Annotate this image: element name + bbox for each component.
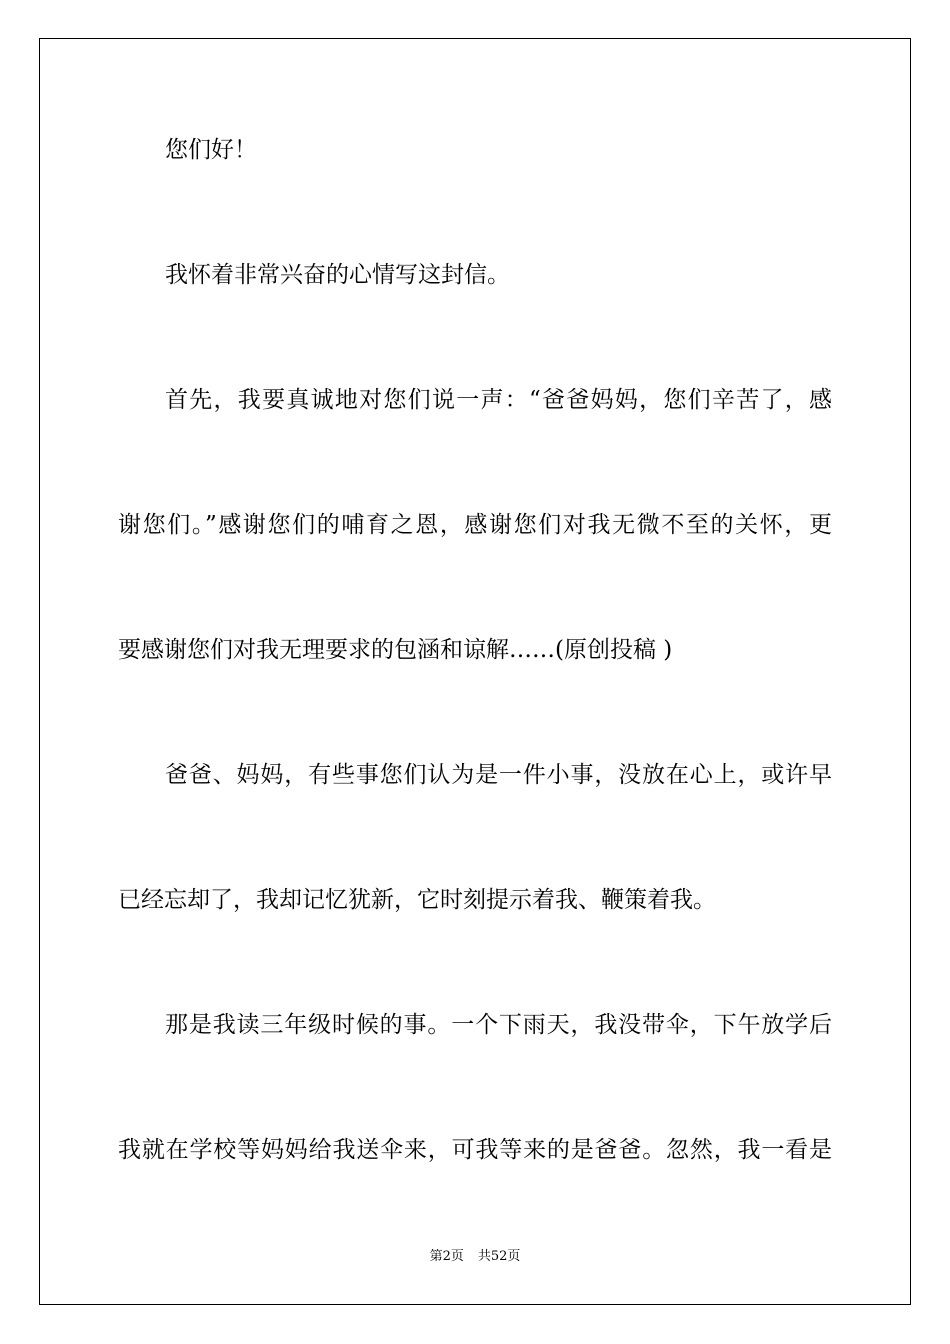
paragraph-line: 已经忘却了，我却记忆犹新，它时刻提示着我、鞭策着我。 — [118, 887, 716, 913]
paragraph-line: 谢您们。”感谢您们的哺育之恩，感谢您们对我无微不至的关怀，更 — [118, 512, 832, 538]
paragraph-line: 爸爸、妈妈，有些事您们认为是一件小事，没放在心上，或许早 — [165, 762, 832, 788]
page-frame — [39, 38, 911, 1305]
page-number: 第2页 — [429, 1249, 464, 1264]
paragraph-line: 我就在学校等妈妈给我送伞来，可我等来的是爸爸。忽然，我一看是 — [118, 1137, 832, 1163]
page-footer — [0, 1248, 950, 1266]
page-total: 共52页 — [477, 1249, 521, 1264]
paragraph-line: 我怀着非常兴奋的心情写这封信。 — [165, 262, 510, 288]
paragraph-line: 首先，我要真诚地对您们说一声：“爸爸妈妈，您们辛苦了，感 — [165, 387, 832, 413]
greeting-line: 您们好！ — [165, 137, 257, 163]
paragraph-line: 要感谢您们对我无理要求的包涵和谅解……(原创投稿 ) — [118, 637, 673, 663]
paragraph-line: 那是我读三年级时候的事。一个下雨天，我没带伞，下午放学后 — [165, 1012, 832, 1038]
